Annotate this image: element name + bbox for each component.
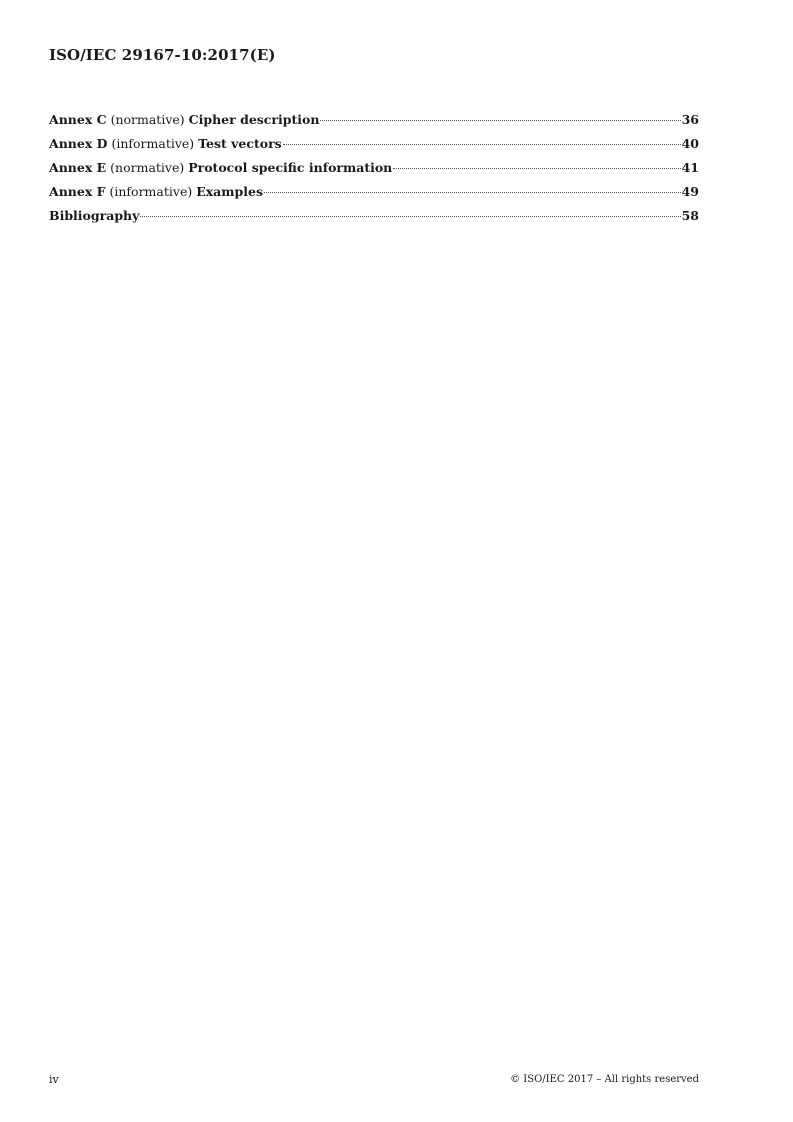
toc-entry-title: Test vectors [198,136,282,151]
toc-dot-leader [320,120,680,121]
toc-entry-label [49,184,263,199]
toc-page-number: 40 [681,136,699,151]
toc-page-number: 49 [681,184,699,199]
toc-entry-title: Bibliography [49,208,140,223]
toc-entry-label [49,160,392,175]
toc-entry-label [49,112,319,127]
toc-entry-annex-e[interactable] [49,160,699,184]
toc-entry-title: Examples [196,184,263,199]
toc-page-number: 58 [681,208,699,223]
toc-page-number: 36 [681,112,699,127]
document-id-header: ISO/IEC 29167-10:2017(E) [49,46,276,64]
toc-entry-annex-c[interactable] [49,112,699,136]
toc-entry-label [49,136,282,151]
toc-entry-title: Protocol specific information [188,160,393,175]
toc-annex-label: Annex F [49,184,106,199]
toc-annex-type: (normative) [110,112,185,127]
toc-annex-type: (informative) [111,136,195,151]
toc-dot-leader [140,216,680,217]
toc-annex-type: (informative) [109,184,193,199]
toc-entry-annex-d[interactable] [49,136,699,160]
toc-annex-label: Annex D [49,136,108,151]
footer-copyright: © ISO/IEC 2017 – All rights reserved [510,1074,699,1085]
footer-page-number: iv [49,1073,59,1086]
toc-dot-leader [283,144,681,145]
toc-annex-label: Annex E [49,160,107,175]
toc-entry-bibliography[interactable] [49,208,699,232]
toc-entry-annex-f[interactable] [49,184,699,208]
table-of-contents [49,112,699,232]
toc-dot-leader [393,168,680,169]
toc-entry-title: Cipher description [188,112,320,127]
toc-annex-type: (normative) [110,160,185,175]
toc-entry-label [49,208,139,223]
toc-dot-leader [264,192,681,193]
toc-page-number: 41 [681,160,699,175]
toc-annex-label: Annex C [49,112,107,127]
